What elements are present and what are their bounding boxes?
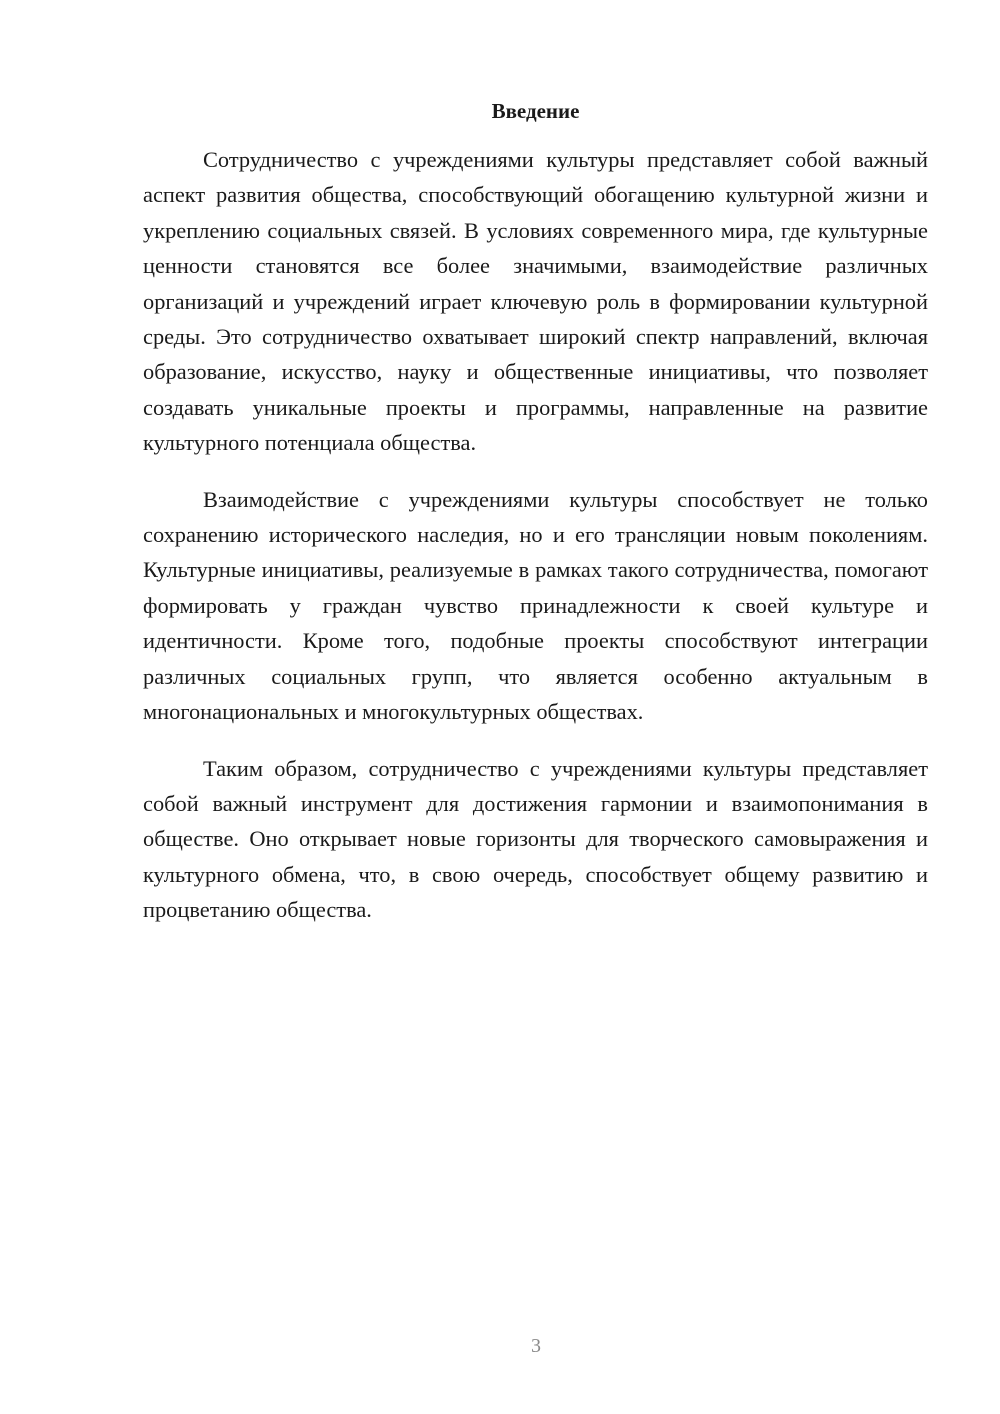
page-number: 3 bbox=[531, 1335, 541, 1357]
paragraph-1: Сотрудничество с учреждениями культуры представляет собой важный аспект развития общества, способствующий обогащению культурной жизни и укреплению социальных связей. В условиях современного мира, где культурные ценности становятся все более значимыми, взаимодействие различных организаций и учреждений играет ключевую роль в формировании культурной среды. Это сотрудничество охватывает широкий спектр направлений, включая образование, искусство, науку и общественные инициативы, что позволяет создавать уникальные проекты и программы, направленные на развитие культурного потенциала общества. bbox=[143, 147, 928, 456]
body-text bbox=[143, 142, 928, 949]
section-heading: Введение bbox=[491, 99, 580, 123]
paragraph-2: Взаимодействие с учреждениями культуры способствует не только сохранению исторического наследия, но и его трансляции новым поколениям. Культурные инициативы, реализуемые в рамках такого сотрудничества, помогают формировать у граждан чувство принадлежности к своей культуре и идентичности. Кроме того, подобные проекты способствуют интеграции различных социальных групп, что является особенно актуальным в многонациональных и многокультурных обществах. bbox=[143, 486, 928, 725]
paragraph-3: Таким образом, сотрудничество с учреждениями культуры представляет собой важный инструмент для достижения гармонии и взаимопонимания в обществе. Оно открывает новые горизонты для творческого самовыражения и культурного обмена, что, в свою очередь, способствует общему развитию и процветанию общества. bbox=[143, 755, 928, 923]
